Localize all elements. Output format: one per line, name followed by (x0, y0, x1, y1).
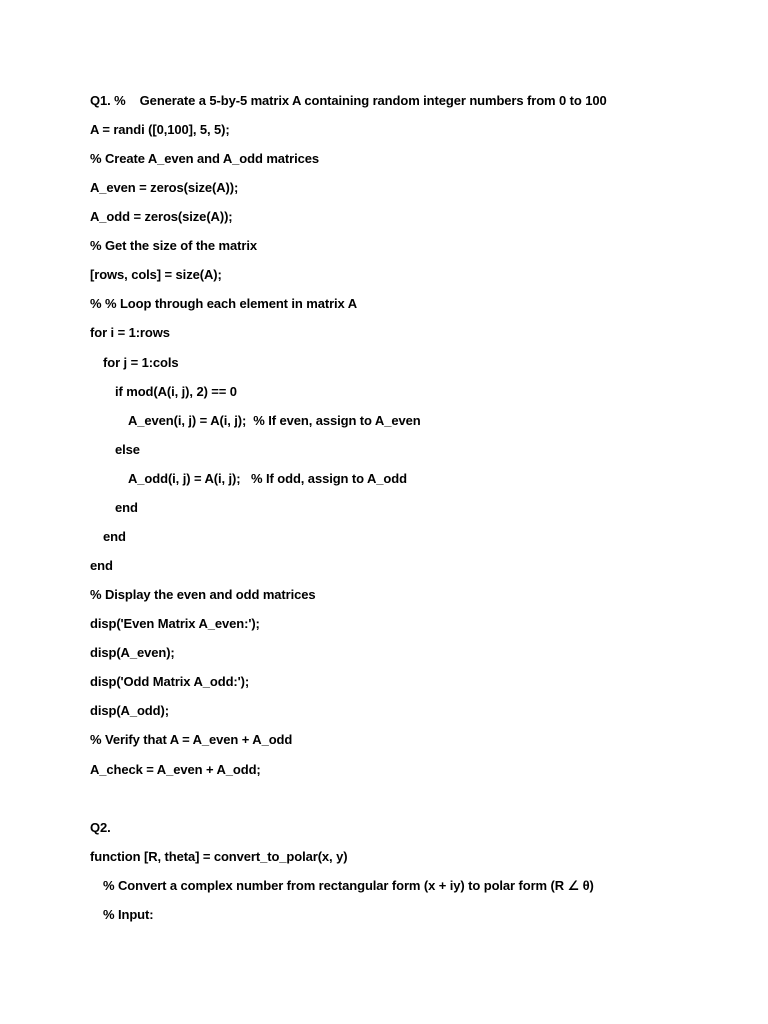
code-line: end (90, 558, 113, 573)
code-line: function [R, theta] = convert_to_polar(x, y) (90, 849, 348, 864)
code-line: disp(A_even); (90, 645, 175, 660)
code-line: A_even(i, j) = A(i, j); % If even, assign to A_even (128, 413, 421, 428)
comment-line: % Input: (103, 907, 154, 922)
code-line: A_odd(i, j) = A(i, j); % If odd, assign to A_odd (128, 471, 407, 486)
q2-heading-line: Q2. (90, 820, 111, 835)
comment-line: % Get the size of the matrix (90, 238, 257, 253)
comment-line: % Convert a complex number from rectangular form (x + iy) to polar form (R ∠ θ) (103, 878, 594, 893)
code-line: disp('Odd Matrix A_odd:'); (90, 674, 250, 689)
comment-line: % Verify that A = A_even + A_odd (90, 732, 293, 747)
q1-heading-line: Q1. % Generate a 5-by-5 matrix A containing random integer numbers from 0 to 100 (90, 93, 607, 108)
code-line: A_even = zeros(size(A)); (90, 180, 239, 195)
code-line: for j = 1:cols (103, 355, 179, 370)
code-line: disp(A_odd); (90, 703, 169, 718)
code-line: [rows, cols] = size(A); (90, 267, 222, 282)
code-line: for i = 1:rows (90, 325, 170, 340)
code-line: if mod(A(i, j), 2) == 0 (115, 384, 237, 399)
code-line: A = randi ([0,100], 5, 5); (90, 122, 230, 137)
code-line: else (115, 442, 140, 457)
code-line: disp('Even Matrix A_even:'); (90, 616, 260, 631)
comment-line: % Display the even and odd matrices (90, 587, 316, 602)
comment-line: % % Loop through each element in matrix A (90, 296, 358, 311)
code-line: A_odd = zeros(size(A)); (90, 209, 233, 224)
code-line: end (115, 500, 138, 515)
comment-line: % Create A_even and A_odd matrices (90, 151, 320, 166)
code-line: end (103, 529, 126, 544)
code-line: A_check = A_even + A_odd; (90, 762, 261, 777)
